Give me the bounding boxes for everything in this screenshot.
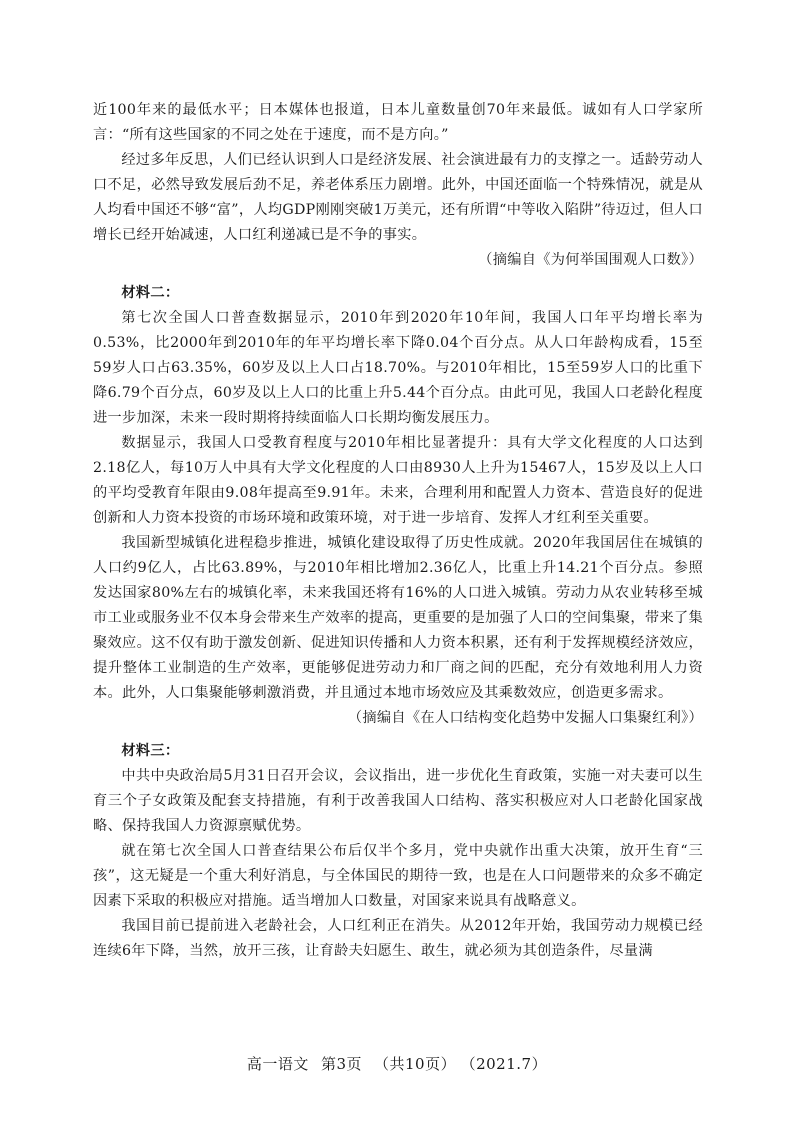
paragraph: 我国新型城镇化进程稳步推进，城镇化建设取得了历史性成就。2020年我国居住在城镇的人口约9亿人，占比63.89%，与2010年相比增加2.36亿人，比重上升14.21个百分点。参照发达国家80%左右的城镇化率，未来我国还将有16%的人口进入城镇。劳动力从农业转移至城市工业或服务业不仅本身会带来生产效率的提高，更重要的是加强了人口的空间集聚，带来了集聚效应。这不仅有助于激发创新、促进知识传播和人力资本积累，还有利于发挥规模经济效应，提升整体工业制造的生产效率，更能够促进劳动力和厂商之间的匹配，充分有效地利用人力资本。此外，人口集聚能够刺激消费，并且通过本地市场效应及其乘数效应，创造更多需求。 bbox=[93, 535, 703, 701]
paragraph: 数据显示，我国人口受教育程度与2010年相比显著提升：具有大学文化程度的人口达到2.18亿人，每10万人中具有大学文化程度的人口由8930人上升为15467人，15岁及以上人口的平均受教育年限由9.08年提高至9.91年。未来，合理利用和配置人力资本、营造良好的促进创新和人力资本投资的市场环境和政策环境，对于进一步培育、发挥人才红利至关重要。 bbox=[93, 435, 703, 526]
footer-total-pages: （共10页） bbox=[373, 1055, 457, 1073]
material-heading: 材料二： bbox=[121, 285, 180, 301]
paragraph: 中共中央政治局5月31日召开会议，会议指出，进一步优化生育政策，实施一对夫妻可以生育三个子女政策及配套支持措施，有利于改善我国人口结构、落实积极应对人口老龄化国家战略、保持我国人力资源禀赋优势。 bbox=[93, 768, 703, 834]
source-citation: （摘编自《为何举国围观人口数》） bbox=[478, 252, 703, 268]
paragraph: 近100年来的最低水平；日本媒体也报道，日本儿童数量创70年来最低。诚如有人口学家所言：“所有这些国家的不同之处在于速度，而不是方向。” bbox=[93, 102, 703, 143]
footer-page-number: 第3页 bbox=[320, 1055, 362, 1073]
paragraph: 第七次全国人口普查数据显示，2010年到2020年10年间，我国人口年平均增长率为0.53%，比2000年到2010年的年平均增长率下降0.04个百分点。从人口年龄构成看，15至59岁人口占63.35%，60岁及以上人口占18.70%。与2010年相比，15至59岁人口的比重下降6.79个百分点，60岁及以上人口的比重上升5.44个百分点。由此可见，我国人口老龄化程度进一步加深，未来一段时期将持续面临人口长期均衡发展压力。 bbox=[93, 310, 703, 426]
material-heading: 材料三： bbox=[121, 743, 180, 759]
paragraph: 就在第七次全国人口普查结果公布后仅半个多月，党中央就作出重大决策，放开生育“三孩”，这无疑是一个重大利好消息，与全体国民的期待一致，也是在人口问题带来的众多不确定因素下采取的积极应对措施。适当增加人口数量，对国家来说具有战略意义。 bbox=[93, 843, 703, 909]
page-content bbox=[93, 98, 703, 964]
paragraph: 经过多年反思，人们已经认识到人口是经济发展、社会演进最有力的支撑之一。适龄劳动人口不足，必然导致发展后劲不足，养老体系压力剧增。此外，中国还面临一个特殊情况，就是从人均看中国还不够“富”，人均GDP刚刚突破1万美元，还有所谓“中等收入陷阱”待迈过，但人口增长已经开始减速，人口红利递减已是不争的事实。 bbox=[93, 152, 703, 243]
footer-date: （2021.7） bbox=[468, 1055, 548, 1073]
footer-subject: 高一语文 bbox=[246, 1055, 309, 1073]
source-citation: （摘编自《在人口结构变化趋势中发掘人口集聚红利》） bbox=[347, 710, 703, 726]
paragraph: 我国目前已提前进入老龄社会，人口红利正在消失。从2012年开始，我国劳动力规模已经连续6年下降，当然，放开三孩，让育龄夫妇愿生、敢生，就必须为其创造条件，尽量满 bbox=[93, 918, 703, 959]
page-footer bbox=[0, 1053, 794, 1074]
